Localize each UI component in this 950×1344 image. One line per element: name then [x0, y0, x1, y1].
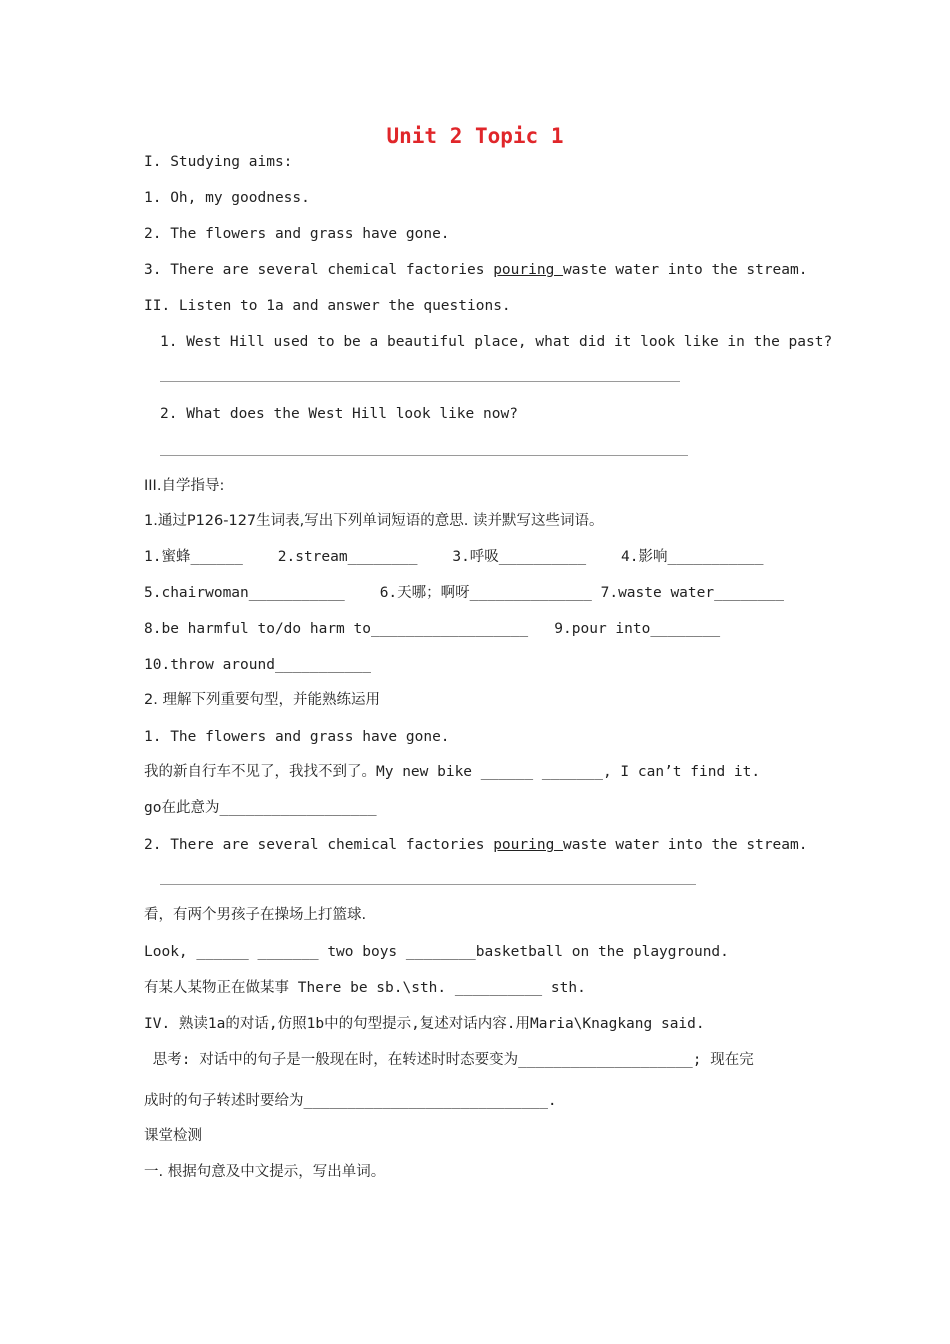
vocab-row-4: 10.throw around___________ — [144, 657, 371, 673]
section-heading-self-study: III.自学指导: — [144, 478, 225, 494]
section-heading-listen: II. Listen to 1a and answer the questions. — [144, 298, 511, 314]
task-1: 1.通过P126-127生词表,写出下列单词短语的意思. 读并默写这些词语。 — [144, 513, 604, 529]
think-line-1: 思考: 对话中的句子是一般现在时，在转述时时态要变为____________________; 现在完 — [144, 1052, 754, 1068]
section-heading-aims: I. Studying aims: — [144, 154, 293, 170]
aim-item-1: 1. Oh, my goodness. — [144, 190, 310, 206]
sentence-1: 1. The flowers and grass have gone. — [144, 729, 450, 745]
vocab-row-2: 5.chairwoman___________ 6.天哪；啊呀______________ 7.waste water________ — [144, 585, 784, 601]
sentence-1-go: go在此意为__________________ — [144, 800, 377, 816]
sentence-2-post: waste water into the stream. — [563, 837, 808, 853]
sentence-1-exercise: 我的新自行车不见了，我找不到了。My new bike ______ _______, I can’t find it. — [144, 764, 761, 780]
aim-item-3-post: waste water into the stream. — [563, 262, 808, 278]
vocab-row-1: 1.蜜蜂______ 2.stream________ 3.呼吸__________ 4.影响___________ — [144, 549, 764, 565]
vocab-row-3: 8.be harmful to/do harm to__________________ 9.pour into________ — [144, 621, 721, 637]
question-1: 1. West Hill used to be a beautiful place, what did it look like in the past? — [160, 334, 833, 350]
aim-item-3 — [144, 260, 807, 280]
page-title: Unit 2 Topic 1 — [386, 124, 564, 148]
section-heading-retell: IV. 熟读1a的对话,仿照1b中的句型提示,复述对话内容.用Maria\Knagkang said. — [144, 1016, 705, 1032]
aim-item-3-pre: 3. There are several chemical factories — [144, 262, 494, 278]
sentence-2 — [144, 835, 807, 855]
aim-item-2: 2. The flowers and grass have gone. — [144, 226, 450, 242]
class-check-part-1: 一. 根据句意及中文提示，写出单词。 — [144, 1164, 386, 1180]
think-line-2: 成时的句子转述时要给为____________________________. — [144, 1093, 557, 1109]
question-2: 2. What does the West Hill look like now? — [160, 406, 518, 422]
sentence-2-underlined: pouring — [493, 837, 564, 853]
class-check-heading: 课堂检测 — [144, 1128, 202, 1144]
answer-line-1[interactable] — [160, 381, 680, 382]
task-2: 2. 理解下列重要句型，并能熟练运用 — [144, 692, 380, 708]
sentence-2-pre: 2. There are several chemical factories — [144, 837, 494, 853]
answer-line-3[interactable] — [160, 884, 696, 885]
sentence-2-exercise: Look, ______ _______ two boys ________basketball on the playground. — [144, 944, 729, 960]
sentence-2-cn: 看，有两个男孩子在操场上打篮球. — [144, 907, 367, 923]
aim-item-3-underlined: pouring — [493, 262, 564, 278]
sentence-2-pattern: 有某人某物正在做某事 There be sb.\sth. __________ sth. — [144, 980, 586, 996]
answer-line-2[interactable] — [160, 455, 688, 456]
